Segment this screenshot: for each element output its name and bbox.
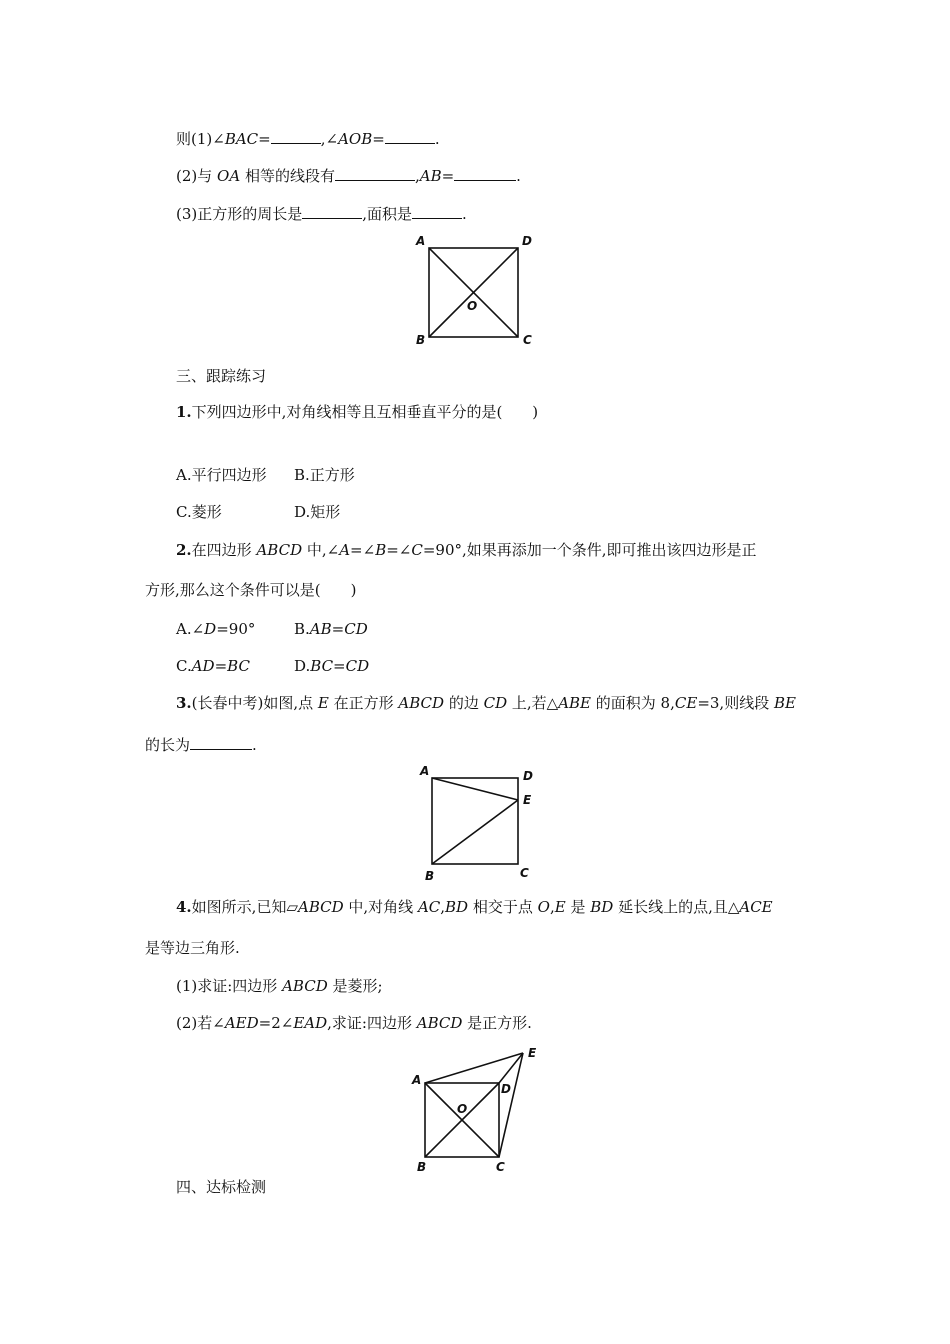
part1-question-2 [176, 165, 521, 186]
variable: CE [674, 694, 698, 712]
text: A.∠ [176, 620, 205, 638]
text: 的边 [444, 694, 484, 712]
question-1-options-row-2 [176, 502, 341, 522]
label-e: E [528, 1046, 537, 1060]
option-b[interactable]: B.正方形 [294, 466, 355, 484]
text: . [516, 167, 521, 185]
question-2 [176, 540, 757, 560]
text: B. [294, 620, 310, 638]
variable: ABCD [398, 694, 445, 712]
text: 在正方形 [328, 694, 399, 712]
label-d: D [522, 234, 532, 248]
text: =3,则线段 [697, 694, 774, 712]
variable: D [204, 620, 217, 638]
square-diagram-3 [405, 1040, 550, 1175]
text: 中,对角线 [343, 898, 418, 916]
question-3-line-2 [145, 734, 257, 755]
text: , [549, 898, 555, 916]
text: 是正方形. [462, 1014, 532, 1032]
question-number: 4. [176, 898, 192, 916]
segment-ae [432, 778, 518, 800]
question-4-part-1 [176, 976, 383, 996]
variable: ABCD [256, 541, 303, 559]
variable: A [339, 541, 351, 559]
part1-question-3 [176, 203, 467, 224]
question-text: 下列四边形中,对角线相等且互相垂直平分的是( ) [191, 403, 539, 421]
label-b: B [417, 1160, 427, 1174]
text: 在四边形 [191, 541, 257, 559]
section-heading-4: 四、达标检测 [176, 1178, 267, 1196]
square-diagram-2 [410, 760, 540, 885]
answer-blank[interactable] [385, 128, 435, 144]
variable: CD [483, 694, 508, 712]
text: = [258, 130, 271, 148]
answer-blank[interactable] [412, 203, 462, 219]
text: (2)与 [176, 167, 218, 185]
label-d: D [501, 1082, 511, 1096]
option-c[interactable]: C.菱形 [176, 503, 222, 521]
label-c: C [523, 333, 532, 347]
question-1 [176, 402, 538, 422]
variable: ABCD [297, 898, 344, 916]
text: . [462, 205, 467, 223]
variable: AB [419, 167, 442, 185]
section-heading-3: 三、跟踪练习 [176, 367, 267, 385]
variable: B [375, 541, 387, 559]
text: 上,若△ [507, 694, 559, 712]
text: , [414, 167, 420, 185]
variable: C [411, 541, 423, 559]
variable: AD=BC [191, 657, 250, 675]
variable: ABCD [416, 1014, 463, 1032]
question-2-options-row-1 [176, 619, 368, 639]
variable: BD [590, 898, 614, 916]
variable: ABCD [282, 977, 328, 995]
text: ,∠ [320, 130, 339, 148]
variable: EAD [293, 1014, 328, 1032]
question-4-line-2: 是等边三角形. [145, 939, 240, 957]
answer-blank[interactable] [302, 203, 362, 219]
text: 如图所示,已知▱ [191, 898, 298, 916]
question-4-part-2 [176, 1013, 532, 1033]
square-outline [432, 778, 518, 864]
text: ,面积是 [362, 205, 413, 223]
segment-be [432, 800, 518, 864]
variable: BD [445, 898, 469, 916]
segment-ae [425, 1053, 523, 1083]
text: =∠ [386, 541, 412, 559]
label-a: A [412, 1073, 422, 1087]
option-a[interactable]: A.平行四边形 [176, 466, 267, 484]
label-c: C [520, 866, 529, 880]
label-c: C [496, 1160, 505, 1174]
answer-blank[interactable] [454, 165, 516, 181]
text: ,求证:四边形 [327, 1014, 417, 1032]
text: 的长为 [145, 736, 191, 754]
answer-blank[interactable] [190, 734, 252, 750]
text: . [434, 130, 440, 148]
text: . [252, 736, 257, 754]
text: = [441, 167, 455, 185]
label-o: O [467, 299, 478, 313]
text: D. [294, 657, 311, 675]
text: (长春中考)如图,点 [191, 694, 318, 712]
question-1-options-row-1 [176, 465, 355, 485]
text: , [440, 898, 446, 916]
variable: OA [217, 167, 241, 185]
option-c[interactable] [176, 657, 250, 675]
variable: AED [224, 1014, 259, 1032]
text: 相交于点 [468, 898, 538, 916]
question-3 [176, 693, 796, 713]
option-d[interactable] [294, 656, 369, 676]
label-b: B [425, 869, 435, 883]
label-a: A [420, 764, 430, 778]
text: =90° [216, 620, 256, 638]
variable: BAC [224, 130, 259, 148]
text: 的面积为 8, [591, 694, 675, 712]
variable: AC [417, 898, 441, 916]
question-number: 2. [176, 541, 192, 559]
square-diagram-1 [410, 230, 540, 350]
question-number: 3. [176, 694, 192, 712]
label-e: E [523, 793, 532, 807]
text: =2∠ [258, 1014, 294, 1032]
text: C. [176, 657, 192, 675]
text: = [372, 130, 385, 148]
question-2-line-2: 方形,那么这个条件可以是( ) [145, 581, 357, 599]
part1-question-1 [176, 128, 440, 149]
variable: BE [773, 694, 796, 712]
text: =∠ [350, 541, 376, 559]
option-a[interactable] [176, 620, 255, 638]
variable: E [317, 694, 329, 712]
variable: O [537, 898, 550, 916]
variable: ACE [739, 898, 773, 916]
variable: AB=CD [309, 620, 368, 638]
answer-blank[interactable] [335, 165, 415, 181]
variable: E [554, 898, 566, 916]
text: =90°,如果再添加一个条件,即可推出该四边形是正 [422, 541, 757, 559]
label-o: O [457, 1102, 468, 1116]
text: 则(1)∠ [176, 130, 225, 148]
answer-blank[interactable] [271, 128, 321, 144]
text: 延长线上的点,且△ [613, 898, 740, 916]
question-number: 1. [176, 403, 192, 421]
label-b: B [416, 333, 426, 347]
variable: AOB [338, 130, 373, 148]
question-2-options-row-2 [176, 656, 370, 676]
question-4 [176, 897, 773, 917]
text: (2)若∠ [176, 1014, 225, 1032]
label-a: A [416, 234, 426, 248]
option-d[interactable]: D.矩形 [294, 503, 341, 521]
text: 是菱形; [327, 977, 383, 995]
text: 中,∠ [302, 541, 340, 559]
variable: BC=CD [310, 657, 370, 675]
label-d: D [523, 769, 533, 783]
text: (3)正方形的周长是 [176, 205, 303, 223]
text: (1)求证:四边形 [176, 977, 283, 995]
text: 相等的线段有 [240, 167, 335, 185]
option-b[interactable] [294, 619, 368, 639]
variable: ABE [558, 694, 592, 712]
text: 是 [565, 898, 591, 916]
